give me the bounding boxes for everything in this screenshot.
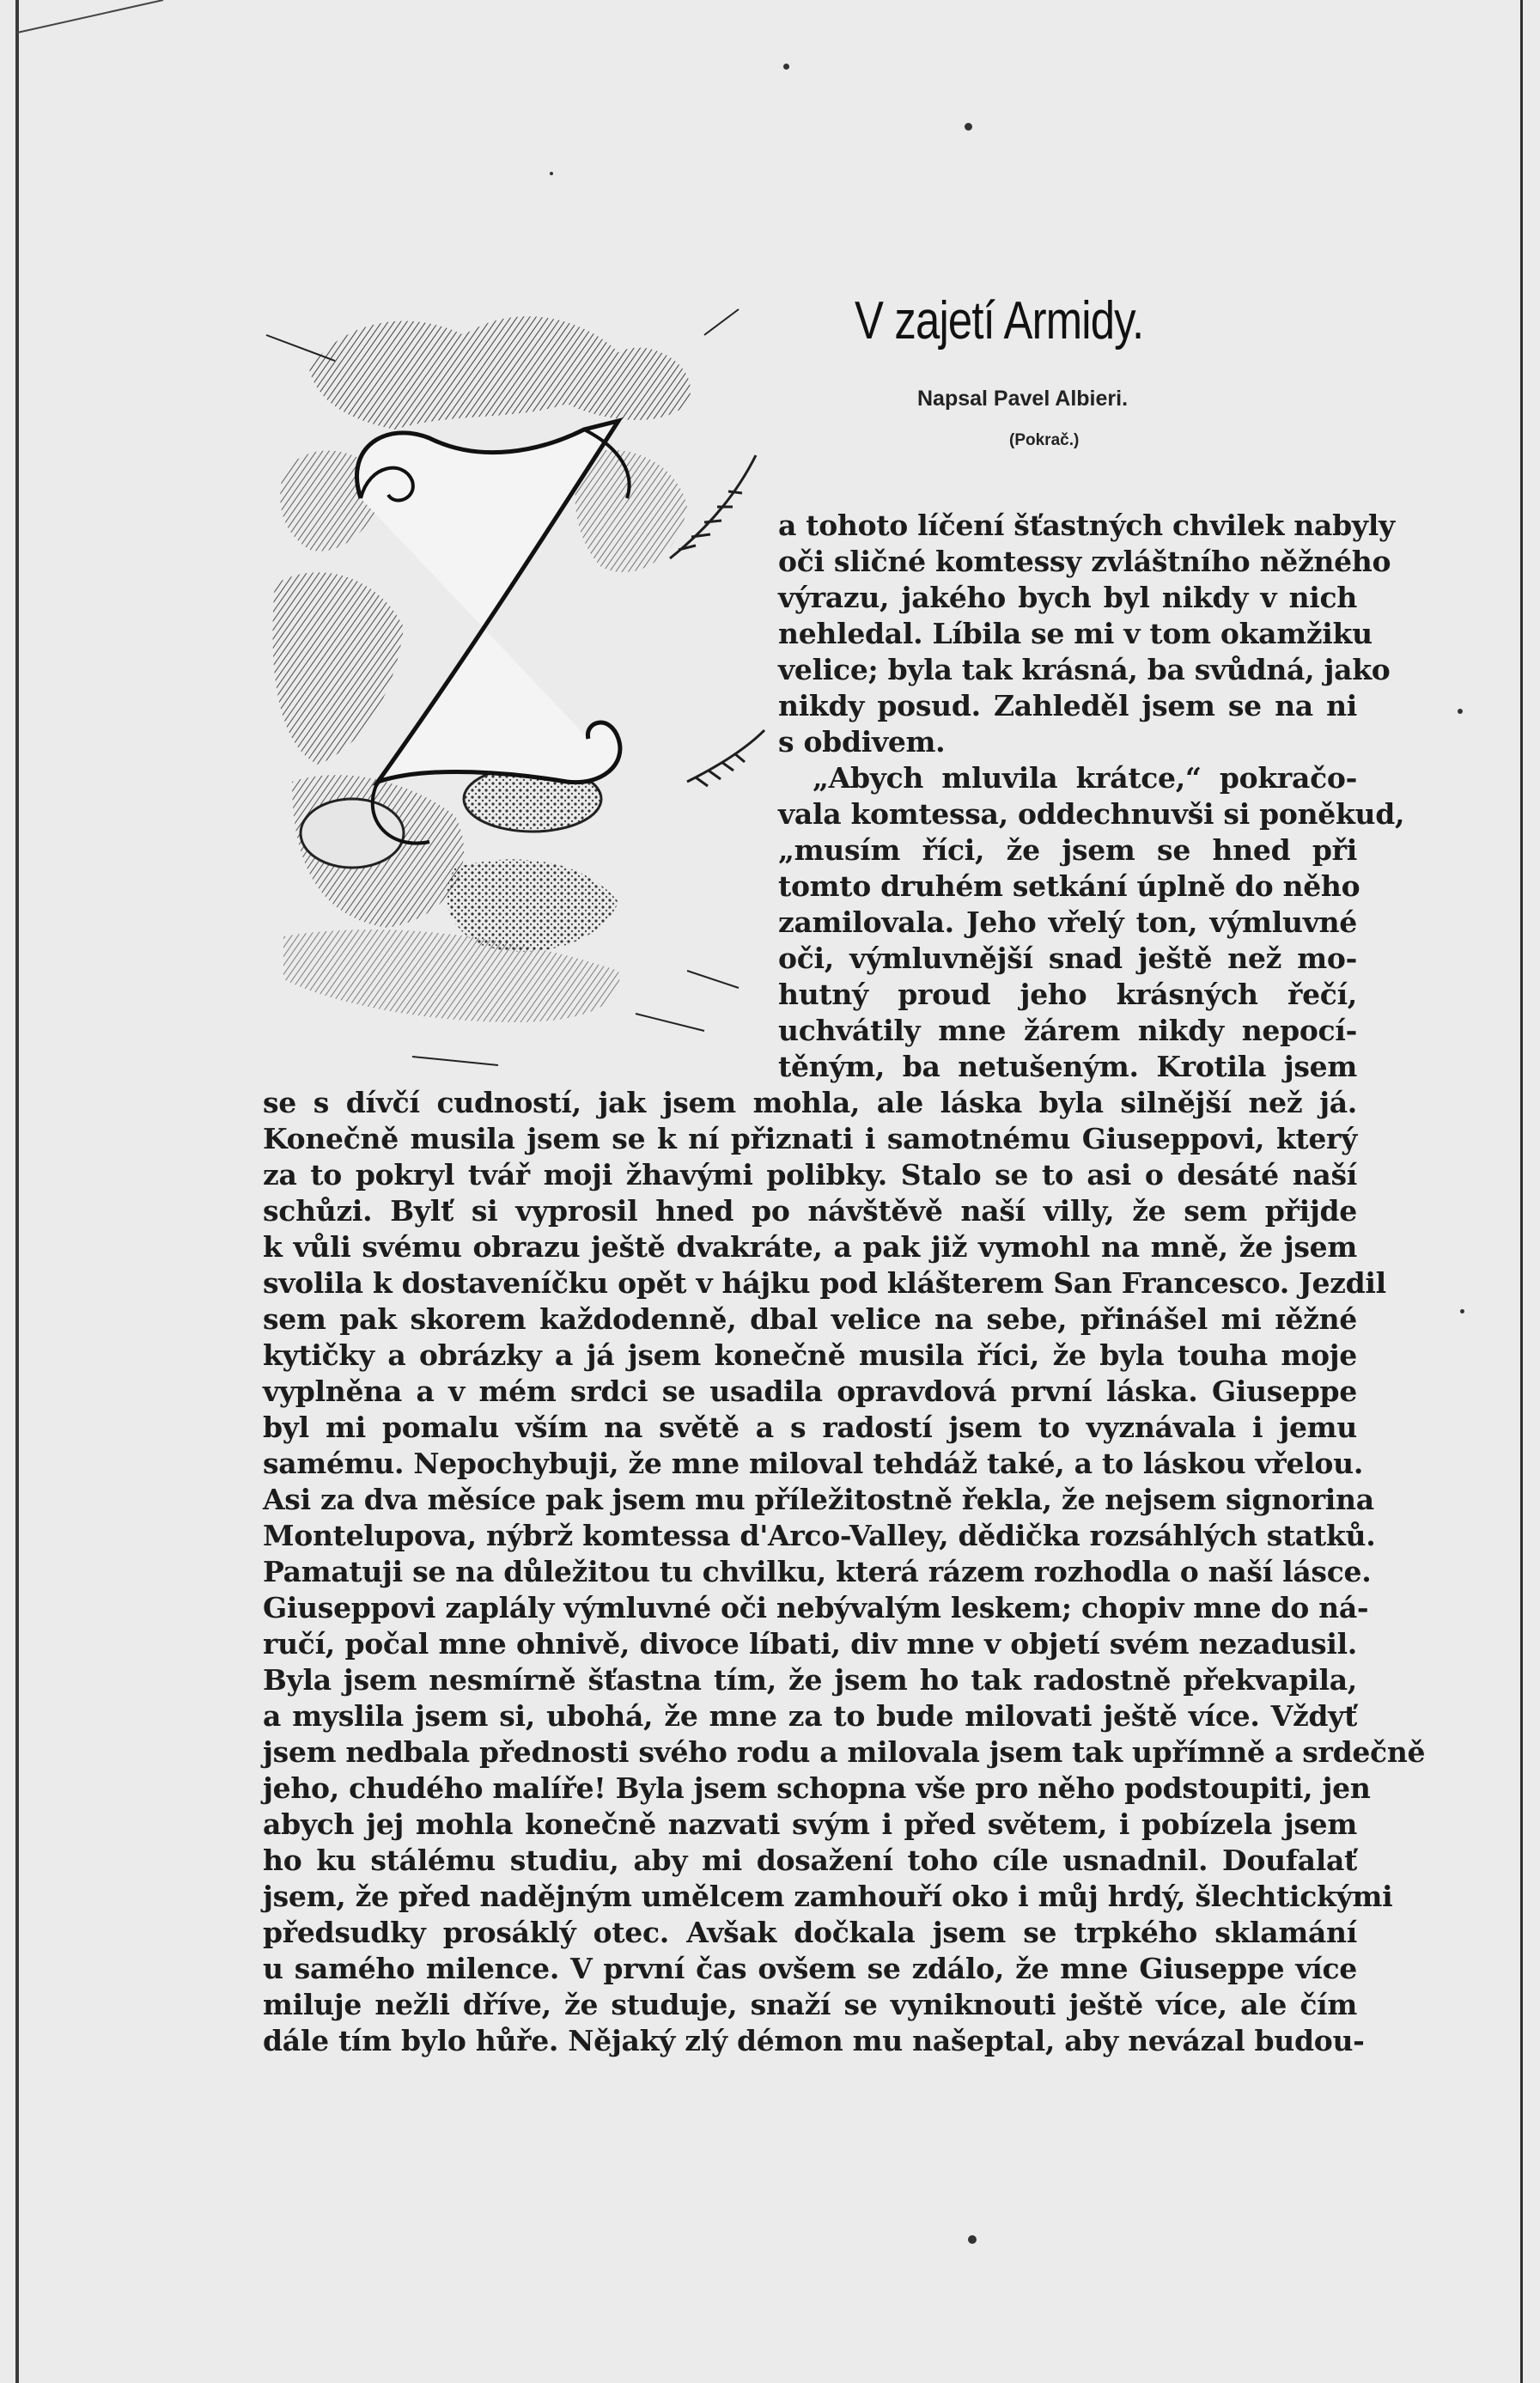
- text-line: ho ku stálému studiu, aby mi dosažení toho cíle usnadnil. Doufalať: [263, 1844, 1357, 1877]
- text-line: se s dívčí cudností, jak jsem mohla, ale láska byla silnější než já.: [263, 1086, 1357, 1119]
- text-line: Pamatuji se na důležitou tu chvilku, která rázem rozhodla o naší lásce.: [263, 1555, 1372, 1588]
- text-line: u samého milence. V první čas ovšem se zdálo, že mne Giuseppe více: [263, 1952, 1357, 1985]
- text-line: předsudky prosáklý otec. Avšak dočkala jsem se trpkého sklamání: [263, 1916, 1357, 1949]
- scan-speck: [968, 2235, 977, 2244]
- text-line: vala komtessa, oddechnuvši si poněkud,: [778, 797, 1405, 831]
- text-line: hutný proud jeho krásných řečí,: [778, 978, 1357, 1011]
- text-line: Asi za dva měsíce pak jsem mu příležitostně řekla, že nejsem signorina: [263, 1483, 1374, 1516]
- text-line: a myslila jsem si, ubohá, že mne za to bude milovati ještě více. Vždyť: [263, 1699, 1357, 1733]
- text-line: schůzi. Bylť si vyprosil hned po návštěvě naší villy, že sem přijde: [263, 1194, 1357, 1228]
- text-line: byl mi pomalu vším na světě a s radostí jsem to vyznávala i jemu: [263, 1411, 1357, 1444]
- text-line: k vůli svému obrazu ještě dvakráte, a pak již vymohl na mně, že jsem: [263, 1230, 1357, 1264]
- text-line: Giuseppovi zaplály výmluvné oči nebývalým leskem; chopiv mne do ná-: [263, 1591, 1369, 1624]
- scan-speck: [965, 123, 972, 131]
- scan-speck: [783, 64, 789, 70]
- page-edge-left: [15, 0, 19, 2383]
- text-line: Byla jsem nesmírně šťastna tím, že jsem ho tak radostně překvapila,: [263, 1663, 1357, 1697]
- decorated-initial-z: [258, 301, 773, 1074]
- text-line: velice; byla tak krásná, ba svůdná, jako: [778, 653, 1391, 686]
- continuation-note: (Pokrač.): [1009, 431, 1080, 449]
- scan-speck: [1458, 709, 1463, 714]
- text-line: dále tím bylo hůře. Nějaký zlý démon mu našeptal, aby nevázal budou-: [263, 2024, 1365, 2057]
- text-line: sem pak skorem každodenně, dbal velice na sebe, přinášel mi ɪěžné: [263, 1302, 1357, 1336]
- text-line: oči, výmluvnější snad ještě než mo-: [778, 942, 1357, 975]
- text-line: jsem nedbala přednosti svého rodu a milovala jsem tak upřímně a srdečně: [263, 1735, 1426, 1769]
- corner-fold-line: [0, 0, 172, 34]
- text-line: uchvátily mne žárem nikdy nepocí-: [778, 1014, 1357, 1047]
- text-line: abych jej mohla konečně nazvati svým i před světem, i pobízela jsem: [263, 1807, 1357, 1841]
- text-line: Montelupova, nýbrž komtessa d'Arco-Valley, dědička rozsáhlých statků.: [263, 1519, 1376, 1552]
- article-byline: Napsal Pavel Albieri.: [917, 387, 1129, 411]
- text-line: výrazu, jakého bych byl nikdy v nich: [778, 581, 1357, 614]
- text-line: samému. Nepochybuji, že mne miloval tehdáž také, a to láskou vřelou.: [263, 1447, 1364, 1480]
- text-line: jeho, chudého malíře! Byla jsem schopna vše pro něho podstoupiti, jen: [263, 1771, 1371, 1805]
- text-line: jsem, že před nadějným umělcem zamhouří oko i můj hrdý, šlechtickými: [263, 1880, 1393, 1913]
- text-line: „Abych mluvila krátce,“ pokračo-: [813, 761, 1357, 795]
- text-line: „musím říci, že jsem se hned při: [778, 833, 1357, 867]
- text-line: svolila k dostaveníčku opět v hájku pod klášterem San Francesco. Jezdil: [263, 1266, 1386, 1300]
- scan-speck: [1460, 1309, 1464, 1313]
- text-line: nikdy posud. Zahleděl jsem se na ni: [778, 689, 1357, 722]
- page-edge-right: [1520, 0, 1523, 2383]
- text-line: nehledal. Líbila se mi v tom okamžiku: [778, 617, 1373, 650]
- text-line: kytičky a obrázky a já jsem konečně musila říci, že byla touha moje: [263, 1338, 1357, 1372]
- text-line: a tohoto líčení šťastných chvilek nabyly: [778, 509, 1395, 542]
- text-line: za to pokryl tvář moji žhavými polibky. Stalo se to asi o desáté naší: [263, 1158, 1357, 1192]
- text-line: vyplněna a v mém srdci se usadila opravdová první láska. Giuseppe: [263, 1374, 1357, 1408]
- article-title: V zajetí Armidy.: [855, 291, 1144, 350]
- text-line: oči sličné komtessy zvláštního něžného: [778, 545, 1391, 578]
- text-line: ručí, počal mne ohnivě, divoce líbati, div mne v objetí svém nezadusil.: [263, 1627, 1357, 1661]
- text-line: s obdivem.: [778, 725, 946, 759]
- text-line: tomto druhém setkání úplně do něho: [778, 869, 1360, 903]
- text-line: Konečně musila jsem se k ní přiznati i samotnému Giuseppovi, který: [263, 1122, 1357, 1155]
- scan-speck: [550, 172, 553, 175]
- text-line: těným, ba netušeným. Krotila jsem: [778, 1050, 1357, 1083]
- text-line: zamilovala. Jeho vřelý ton, výmluvné: [778, 905, 1357, 939]
- text-line: miluje nežli dříve, že studuje, snaží se vyniknouti ještě více, ale čím: [263, 1988, 1357, 2021]
